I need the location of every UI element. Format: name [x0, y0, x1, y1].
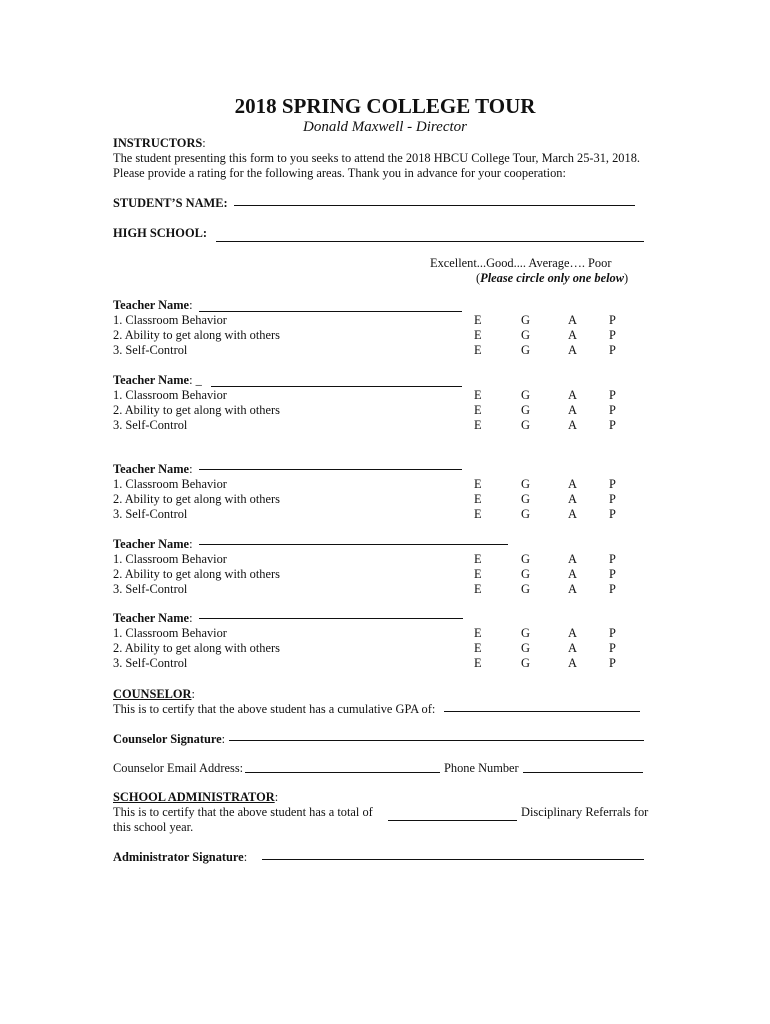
- rating-option-good[interactable]: G: [521, 477, 530, 491]
- rating-option-average[interactable]: A: [568, 477, 577, 491]
- rating-option-poor[interactable]: P: [609, 582, 616, 596]
- school-admin-text: This is to certify that the above student has a total of: [113, 805, 373, 819]
- rating-option-average[interactable]: A: [568, 626, 577, 640]
- rating-option-average[interactable]: A: [568, 641, 577, 655]
- criterion-label: 1. Classroom Behavior: [113, 477, 227, 491]
- counselor-heading: COUNSELOR:: [113, 687, 195, 701]
- rating-option-good[interactable]: G: [521, 313, 530, 327]
- teacher-name-field[interactable]: [211, 386, 462, 387]
- teacher-name-field[interactable]: [199, 311, 462, 312]
- teacher-name-label: Teacher Name:: [113, 537, 193, 551]
- teacher-name-field[interactable]: [199, 544, 508, 545]
- rating-option-poor[interactable]: P: [609, 477, 616, 491]
- rating-option-average[interactable]: A: [568, 328, 577, 342]
- teacher-name-field[interactable]: [199, 469, 462, 470]
- counselor-email-label: Counselor Email Address:: [113, 761, 244, 775]
- rating-option-excellent[interactable]: E: [474, 552, 482, 566]
- rating-option-good[interactable]: G: [521, 328, 530, 342]
- rating-option-excellent[interactable]: E: [474, 343, 482, 357]
- rating-option-excellent[interactable]: E: [474, 641, 482, 655]
- rating-option-poor[interactable]: P: [609, 626, 616, 640]
- rating-option-poor[interactable]: P: [609, 328, 616, 342]
- rating-option-excellent[interactable]: E: [474, 328, 482, 342]
- teacher-name-field[interactable]: [199, 618, 463, 619]
- rating-option-excellent[interactable]: E: [474, 403, 482, 417]
- rating-option-average[interactable]: A: [568, 656, 577, 670]
- rating-option-average[interactable]: A: [568, 418, 577, 432]
- teacher-name-label: Teacher Name: _: [113, 373, 202, 387]
- rating-option-excellent[interactable]: E: [474, 507, 482, 521]
- rating-option-good[interactable]: G: [521, 656, 530, 670]
- rating-option-good[interactable]: G: [521, 641, 530, 655]
- rating-option-good[interactable]: G: [521, 507, 530, 521]
- criterion-label: 3. Self-Control: [113, 656, 188, 670]
- criterion-label: 2. Ability to get along with others: [113, 567, 280, 581]
- school-admin-heading: SCHOOL ADMINISTRATOR:: [113, 790, 279, 804]
- teacher-name-label: Teacher Name:: [113, 611, 193, 625]
- rating-option-average[interactable]: A: [568, 567, 577, 581]
- admin-signature-field[interactable]: [262, 859, 644, 860]
- criterion-label: 3. Self-Control: [113, 582, 188, 596]
- criterion-label: 3. Self-Control: [113, 343, 188, 357]
- rating-option-poor[interactable]: P: [609, 567, 616, 581]
- high-school-label: HIGH SCHOOL:: [113, 226, 207, 240]
- rating-option-excellent[interactable]: E: [474, 388, 482, 402]
- rating-option-good[interactable]: G: [521, 418, 530, 432]
- rating-option-good[interactable]: G: [521, 552, 530, 566]
- rating-option-average[interactable]: A: [568, 582, 577, 596]
- rating-option-poor[interactable]: P: [609, 418, 616, 432]
- criterion-label: 2. Ability to get along with others: [113, 492, 280, 506]
- criterion-label: 1. Classroom Behavior: [113, 552, 227, 566]
- rating-option-excellent[interactable]: E: [474, 492, 482, 506]
- instructions-line-1: The student presenting this form to you seeks to attend the 2018 HBCU College Tour, March 25-31, 2018.: [113, 151, 640, 165]
- criterion-label: 1. Classroom Behavior: [113, 313, 227, 327]
- rating-option-excellent[interactable]: E: [474, 626, 482, 640]
- rating-option-good[interactable]: G: [521, 582, 530, 596]
- rating-option-average[interactable]: A: [568, 492, 577, 506]
- criterion-label: 1. Classroom Behavior: [113, 626, 227, 640]
- referrals-count-field[interactable]: [388, 820, 517, 821]
- rating-option-poor[interactable]: P: [609, 507, 616, 521]
- counselor-gpa-text: This is to certify that the above student has a cumulative GPA of:: [113, 702, 436, 716]
- rating-option-excellent[interactable]: E: [474, 656, 482, 670]
- rating-option-good[interactable]: G: [521, 403, 530, 417]
- school-admin-text-suffix: Disciplinary Referrals for: [521, 805, 649, 819]
- student-name-field[interactable]: [234, 205, 635, 206]
- rating-option-average[interactable]: A: [568, 507, 577, 521]
- school-admin-text-line-2: this school year.: [113, 820, 194, 834]
- gpa-field[interactable]: [444, 711, 640, 712]
- counselor-signature-field[interactable]: [229, 740, 644, 741]
- rating-option-excellent[interactable]: E: [474, 313, 482, 327]
- rating-option-poor[interactable]: P: [609, 656, 616, 670]
- instructions-line-2: Please provide a rating for the following areas. Thank you in advance for your cooperation:: [113, 166, 566, 180]
- rating-option-poor[interactable]: P: [609, 388, 616, 402]
- phone-number-field[interactable]: [523, 772, 643, 773]
- rating-option-excellent[interactable]: E: [474, 582, 482, 596]
- rating-option-excellent[interactable]: E: [474, 567, 482, 581]
- rating-option-average[interactable]: A: [568, 403, 577, 417]
- rating-option-excellent[interactable]: E: [474, 418, 482, 432]
- rating-option-average[interactable]: A: [568, 388, 577, 402]
- counselor-email-field[interactable]: [245, 772, 440, 773]
- teacher-name-label: Teacher Name:: [113, 462, 193, 476]
- criterion-label: 3. Self-Control: [113, 507, 188, 521]
- rating-option-good[interactable]: G: [521, 567, 530, 581]
- rating-option-average[interactable]: A: [568, 313, 577, 327]
- criterion-label: 2. Ability to get along with others: [113, 641, 280, 655]
- admin-signature-label: Administrator Signature:: [113, 850, 248, 864]
- rating-option-poor[interactable]: P: [609, 492, 616, 506]
- criterion-label: 1. Classroom Behavior: [113, 388, 227, 402]
- rating-option-average[interactable]: A: [568, 343, 577, 357]
- rating-option-poor[interactable]: P: [609, 641, 616, 655]
- rating-option-average[interactable]: A: [568, 552, 577, 566]
- rating-option-poor[interactable]: P: [609, 403, 616, 417]
- high-school-field[interactable]: [216, 241, 644, 242]
- rating-option-poor[interactable]: P: [609, 313, 616, 327]
- counselor-signature-label: Counselor Signature:: [113, 732, 226, 746]
- rating-option-poor[interactable]: P: [609, 343, 616, 357]
- rating-option-excellent[interactable]: E: [474, 477, 482, 491]
- rating-option-good[interactable]: G: [521, 343, 530, 357]
- page-title: 2018 SPRING COLLEGE TOUR: [234, 94, 536, 118]
- criterion-label: 3. Self-Control: [113, 418, 188, 432]
- student-name-label: STUDENT’S NAME:: [113, 196, 228, 210]
- instructions-heading: INSTRUCTORS:: [113, 136, 206, 150]
- criterion-label: 2. Ability to get along with others: [113, 328, 280, 342]
- rating-scale-legend: Excellent...Good.... Average…. Poor: [430, 256, 612, 270]
- rating-option-good[interactable]: G: [521, 388, 530, 402]
- rating-scale-note: (Please circle only one below): [476, 271, 629, 285]
- criterion-label: 2. Ability to get along with others: [113, 403, 280, 417]
- rating-option-good[interactable]: G: [521, 626, 530, 640]
- rating-option-poor[interactable]: P: [609, 552, 616, 566]
- rating-option-good[interactable]: G: [521, 492, 530, 506]
- teacher-name-label: Teacher Name:: [113, 298, 193, 312]
- phone-number-label: Phone Number: [444, 761, 519, 775]
- page-subtitle: Donald Maxwell - Director: [303, 119, 467, 135]
